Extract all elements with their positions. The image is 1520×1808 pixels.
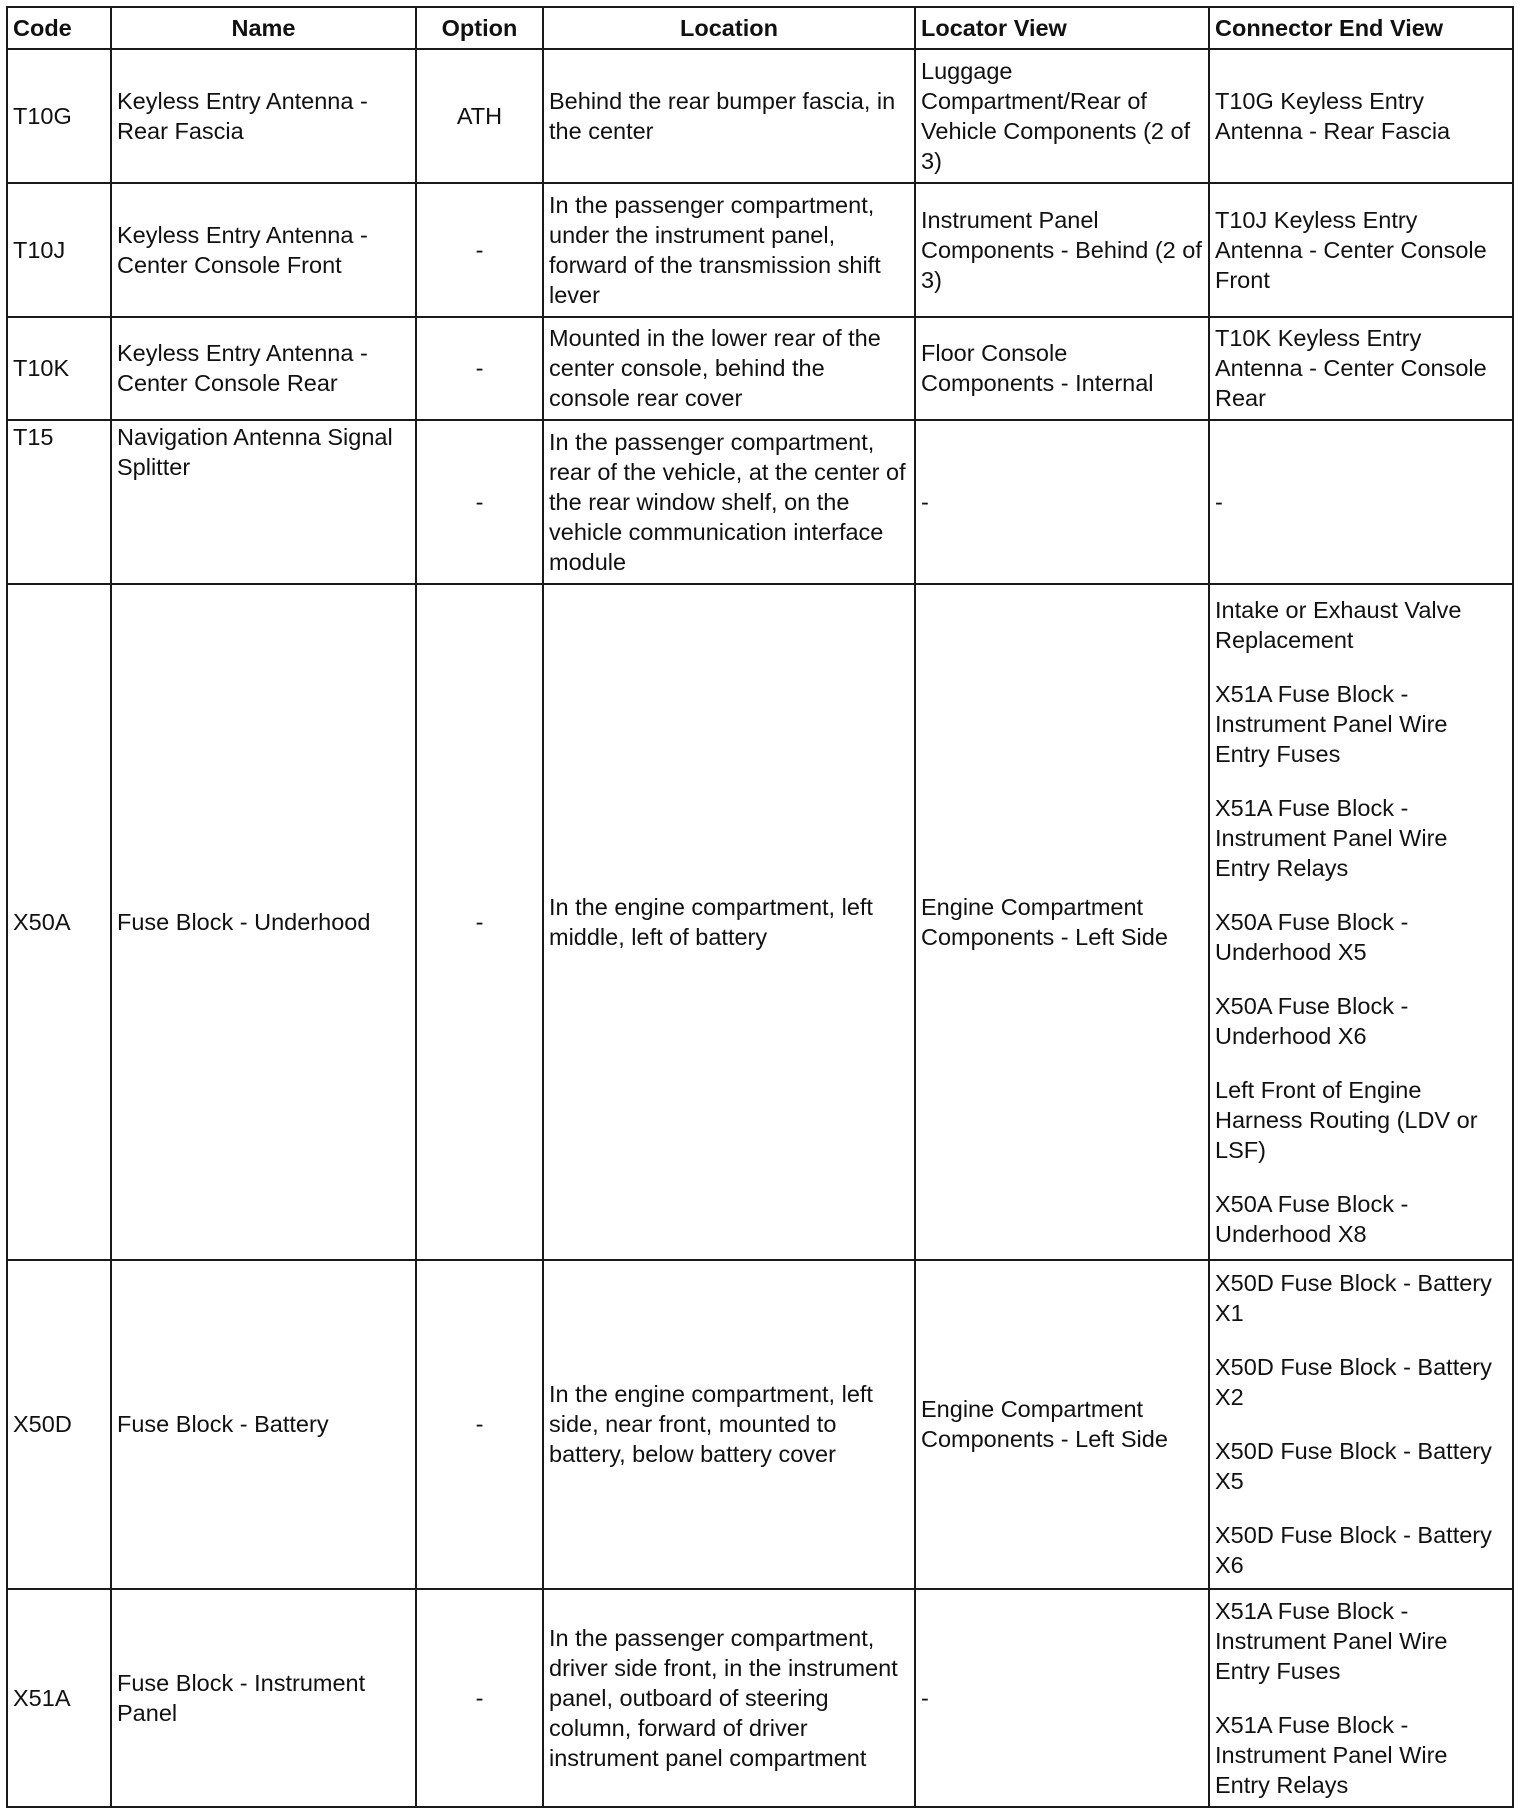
table-row <box>7 1260 1513 1589</box>
connector-view-entry: T10K Keyless Entry Antenna - Center Console Rear <box>1215 325 1487 411</box>
cell-location: In the passenger compartment, rear of the vehicle, at the center of the rear window shelf, on the vehicle communication interface module <box>543 420 915 584</box>
connector-view-entry: T10G Keyless Entry Antenna - Rear Fascia <box>1215 87 1451 144</box>
cell-option: - <box>416 584 543 1260</box>
cell-code: X51A <box>7 1589 111 1807</box>
cell-name: Fuse Block - Battery <box>111 1260 416 1589</box>
header-option: Option <box>416 7 543 49</box>
cell-option: - <box>416 1589 543 1807</box>
cell-locator-view: Luggage Compartment/Rear of Vehicle Components (2 of 3) <box>915 49 1209 183</box>
cell-location: In the passenger compartment, under the instrument panel, forward of the transmission shift lever <box>543 183 915 317</box>
cell-code: T10K <box>7 317 111 420</box>
cell-connector-end-view <box>1209 420 1513 584</box>
cell-name: Keyless Entry Antenna - Center Console Front <box>111 183 416 317</box>
header-name: Name <box>111 7 416 49</box>
cell-location: Behind the rear bumper fascia, in the center <box>543 49 915 183</box>
component-locator-table <box>6 6 1514 1808</box>
cell-connector-end-view <box>1209 1589 1513 1807</box>
table-row <box>7 49 1513 183</box>
connector-view-entry: Left Front of Engine Harness Routing (LDV or LSF) <box>1215 1076 1478 1163</box>
cell-name: Keyless Entry Antenna - Rear Fascia <box>111 49 416 183</box>
cell-option: - <box>416 1260 543 1589</box>
cell-locator-view: Engine Compartment Components - Left Side <box>915 1260 1209 1589</box>
connector-view-entry: X51A Fuse Block - Instrument Panel Wire Entry Fuses <box>1215 1597 1448 1684</box>
cell-name: Keyless Entry Antenna - Center Console Rear <box>111 317 416 420</box>
header-connector-end-view: Connector End View <box>1209 7 1513 49</box>
cell-option: ATH <box>416 49 543 183</box>
header-locator-view: Locator View <box>915 7 1209 49</box>
cell-connector-end-view <box>1209 49 1513 183</box>
cell-location: Mounted in the lower rear of the center console, behind the console rear cover <box>543 317 915 420</box>
cell-locator-view: Instrument Panel Components - Behind (2 of 3) <box>915 183 1209 317</box>
cell-connector-end-view <box>1209 584 1513 1260</box>
cell-locator-view: - <box>915 1589 1209 1807</box>
cell-code: X50A <box>7 584 111 1260</box>
connector-view-entry: X51A Fuse Block - Instrument Panel Wire Entry Fuses <box>1215 680 1448 767</box>
table-row <box>7 1589 1513 1807</box>
cell-connector-end-view <box>1209 183 1513 317</box>
cell-connector-end-view <box>1209 1260 1513 1589</box>
table-row <box>7 420 1513 584</box>
cell-option: - <box>416 183 543 317</box>
header-code: Code <box>7 7 111 49</box>
connector-view-entry: X51A Fuse Block - Instrument Panel Wire Entry Relays <box>1215 794 1448 881</box>
connector-view-entry: X50A Fuse Block - Underhood X6 <box>1215 992 1409 1049</box>
cell-connector-end-view <box>1209 317 1513 420</box>
table-row <box>7 183 1513 317</box>
connector-view-entry: X50A Fuse Block - Underhood X5 <box>1215 908 1409 965</box>
header-location: Location <box>543 7 915 49</box>
connector-view-entry: X50D Fuse Block - Battery X1 <box>1215 1270 1492 1326</box>
table-row <box>7 584 1513 1260</box>
connector-view-entry: - <box>1215 488 1223 515</box>
cell-location: In the engine compartment, left side, near front, mounted to battery, below battery cover <box>543 1260 915 1589</box>
cell-code: X50D <box>7 1260 111 1589</box>
cell-code: T10J <box>7 183 111 317</box>
cell-locator-view: Engine Compartment Components - Left Side <box>915 584 1209 1260</box>
cell-name: Fuse Block - Instrument Panel <box>111 1589 416 1807</box>
header-row <box>7 7 1513 49</box>
connector-view-entry: Intake or Exhaust Valve Replacement <box>1215 596 1462 653</box>
connector-view-entry: X50A Fuse Block - Underhood X8 <box>1215 1190 1409 1247</box>
cell-name: Fuse Block - Underhood <box>111 584 416 1260</box>
cell-code: T10G <box>7 49 111 183</box>
connector-view-entry: T10J Keyless Entry Antenna - Center Console Front <box>1215 206 1487 293</box>
connector-view-entry: X50D Fuse Block - Battery X5 <box>1215 1438 1492 1494</box>
cell-location: In the passenger compartment, driver side front, in the instrument panel, outboard of steering column, forward of driver instrument panel compartment <box>543 1589 915 1807</box>
cell-code: T15 <box>7 420 111 584</box>
connector-view-entry: X50D Fuse Block - Battery X6 <box>1215 1522 1492 1578</box>
cell-option: - <box>416 420 543 584</box>
connector-view-entry: X51A Fuse Block - Instrument Panel Wire Entry Relays <box>1215 1711 1448 1798</box>
cell-name: Navigation Antenna Signal Splitter <box>111 420 416 584</box>
cell-locator-view: - <box>915 420 1209 584</box>
cell-location: In the engine compartment, left middle, left of battery <box>543 584 915 1260</box>
cell-option: - <box>416 317 543 420</box>
connector-view-entry: X50D Fuse Block - Battery X2 <box>1215 1354 1492 1410</box>
cell-locator-view: Floor Console Components - Internal <box>915 317 1209 420</box>
table-row <box>7 317 1513 420</box>
